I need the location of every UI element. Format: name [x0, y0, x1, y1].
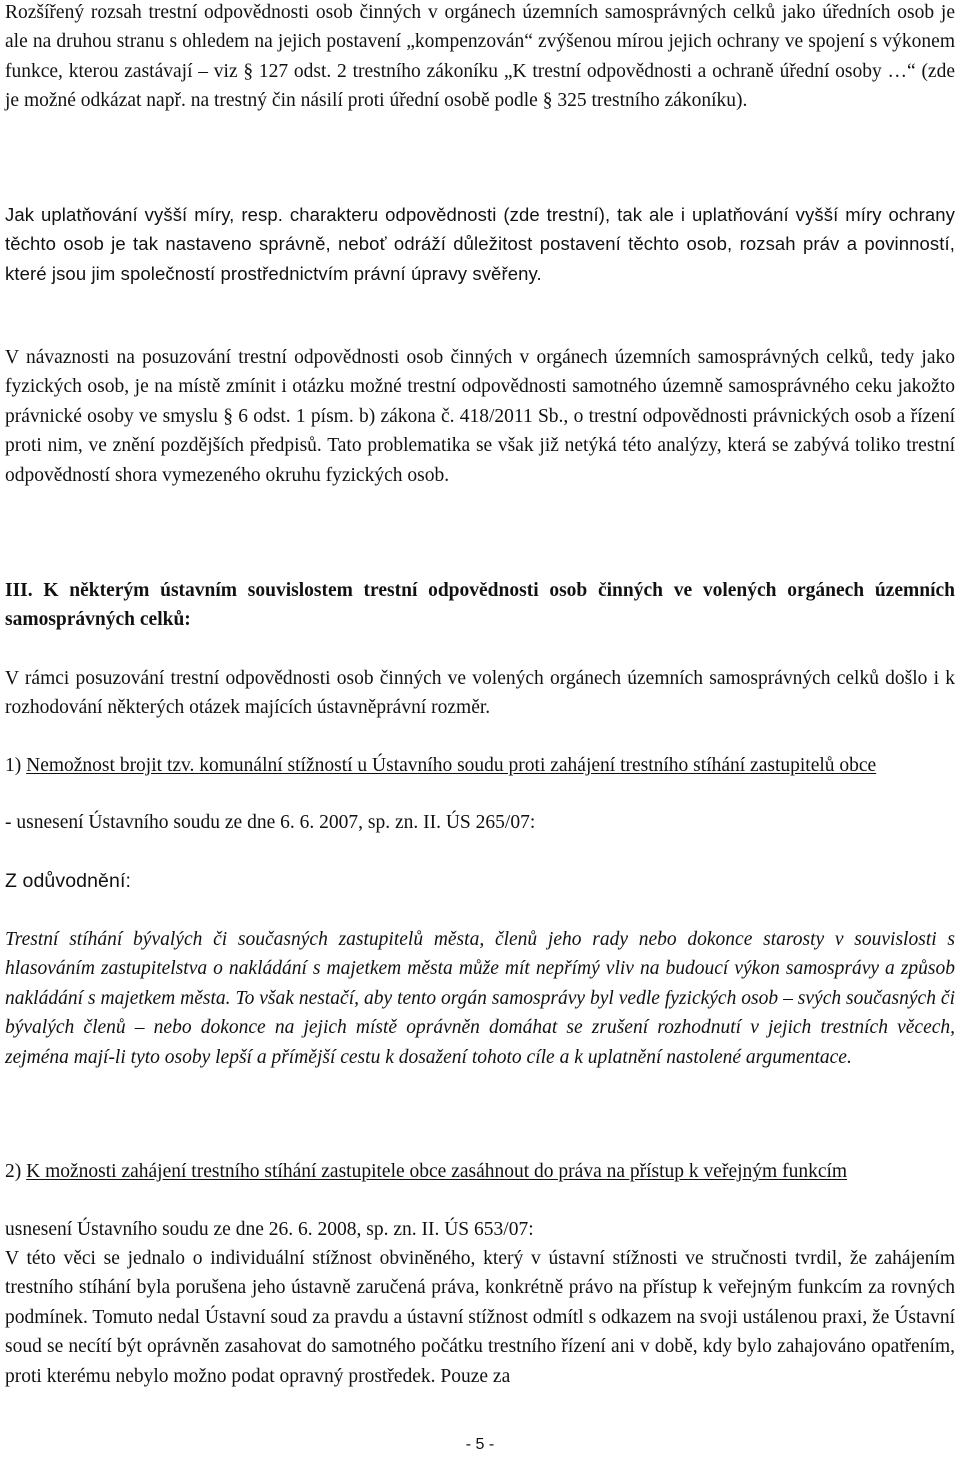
- item-2-title-text: K možnosti zahájení trestního stíhání zastupitele obce zasáhnout do práva na přístup k veřejným funkcím: [26, 1161, 848, 1182]
- item-1-title-text: Nemožnost brojit tzv. komunální stížností u Ústavního soudu proti zahájení trestního stíhání zastupitelů obce: [26, 755, 877, 776]
- item-2-body: V této věci se jednalo o individuální stížnost obviněného, který v ústavní stížnosti ve stručnosti tvrdil, že zahájením trestního stíhání byla porušena jeho ústavně zaručená práva, konkrétně právo na přístup k veřejným funkcím za rovných podmínek. Tomuto nedal Ústavní soud za pravdu a ústavní stížnost odmítl s odkazem na svoji ustálenou praxi, že Ústavní soud se necítí být oprávněn zasahovat do samotného počátku trestního řízení ani v době, kdy bylo zahajováno opatřením, proti kterému nebylo možno podat opravný prostředek. Pouze za: [5, 1248, 955, 1387]
- item-1-title: [5, 751, 955, 780]
- paragraph-legal-entity: V návaznosti na posuzování trestní odpovědnosti osob činných v orgánech územních samosprávných celků, tedy jako fyzických osob, je na místě zmínit i otázku možné trestní odpovědnosti samotného územně samosprávného ceku jakožto právnické osoby ve smyslu § 6 odst. 1 písm. b) zákona č. 418/2011 Sb., o trestní odpovědnosti právnických osob a řízení proti nim, ve znění pozdějších předpisů. Tato problematika se však již netýká této analýzy, která se zabývá toliko trestní odpovědností shora vymezeného okruhu fyzických osob.: [5, 347, 955, 486]
- reasoning-label: Z odůvodnění:: [5, 870, 131, 892]
- item-2-number: 2): [5, 1161, 27, 1182]
- item-2-reference: usnesení Ústavního soudu ze dne 26. 6. 2008, sp. zn. II. ÚS 653/07:: [5, 1219, 534, 1240]
- item-1-reference: - usnesení Ústavního soudu ze dne 6. 6. 2007, sp. zn. II. ÚS 265/07:: [5, 812, 536, 833]
- reasoning-quote: Trestní stíhání bývalých či současných zastupitelů města, členů jeho rady nebo dokonce starosty v souvislosti s hlasováním zastupitelstva o nakládání s majetkem města může mít nepřímý vliv na budoucí výkon samosprávy a způsob nakládání s majetkem města. To však nestačí, aby tento orgán samosprávy byl vedle fyzických osob – svých současných či bývalých členů – nebo dokonce na jejich místě oprávněn domáhat se zrušení rozhodnutí v jejich trestních věcech, zejména mají-li tyto osoby lepší a přímější cestu k dosažení tohoto cíle a k uplatnění nastolené argumentace.: [5, 929, 955, 1068]
- item-2-title: [5, 1157, 955, 1186]
- paragraph-higher-degree: Jak uplatňování vyšší míry, resp. charakteru odpovědnosti (zde trestní), tak ale i uplatňování vyšší míry ochrany těchto osob je tak nastaveno správně, neboť odráží důležitost postavení těchto osob, rozsah práv a povinností, které jsou jim společností prostřednictvím právní úpravy svěřeny.: [5, 204, 955, 284]
- paragraph-constitutional-intro: V rámci posuzování trestní odpovědnosti osob činných ve volených orgánech územních samosprávných celků došlo i k rozhodování některých otázek majících ústavněprávní rozměr.: [5, 668, 955, 719]
- paragraph-protection: Rozšířený rozsah trestní odpovědnosti osob činných v orgánech územních samosprávných celků jako úředních osob je ale na druhou stranu s ohledem na jejich postavení „kompenzován“ zvýšenou mírou jejich ochrany ve spojení s výkonem funkce, kterou zastávají – viz § 127 odst. 2 trestního zákoníku „K trestní odpovědnosti a ochraně úřední osoby …“ (zde je možné odkázat např. na trestný čin násilí proti úřední osobě podle § 325 trestního zákoníku).: [5, 2, 955, 112]
- item-1-number: 1): [5, 755, 27, 776]
- section-heading-iii: III. K některým ústavním souvislostem trestní odpovědnosti osob činných ve volených orgánech územních samosprávných celků:: [5, 580, 955, 631]
- page-number: - 5 -: [465, 1436, 495, 1453]
